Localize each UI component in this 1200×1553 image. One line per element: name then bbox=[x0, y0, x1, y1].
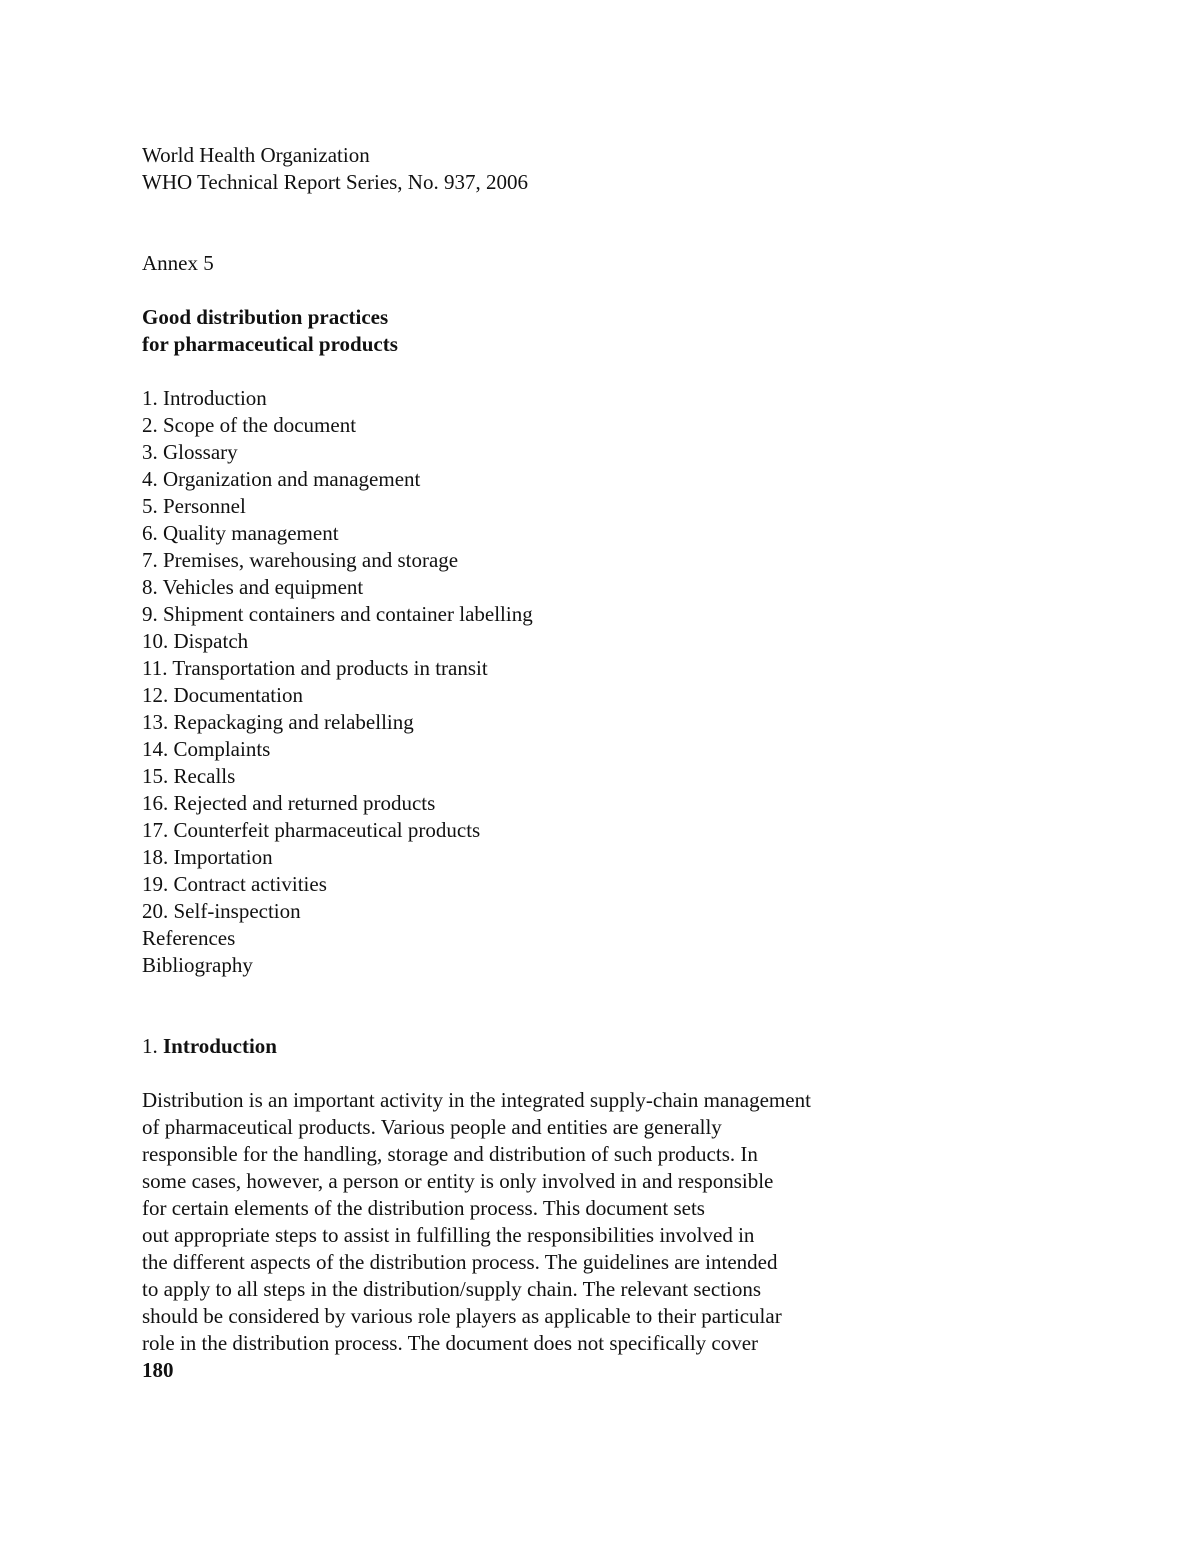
toc-item: 3. Glossary bbox=[142, 440, 238, 464]
toc-item: 17. Counterfeit pharmaceutical products bbox=[142, 818, 481, 842]
document-title bbox=[142, 304, 922, 358]
toc-item: 2. Scope of the document bbox=[142, 413, 357, 437]
toc-item: 14. Complaints bbox=[142, 737, 271, 761]
document-page bbox=[142, 142, 922, 1384]
table-of-contents bbox=[142, 385, 922, 979]
body-line: some cases, however, a person or entity is only involved in and responsible bbox=[142, 1169, 774, 1193]
toc-item: 12. Documentation bbox=[142, 683, 303, 707]
toc-item: 6. Quality management bbox=[142, 521, 339, 545]
document-header bbox=[142, 142, 922, 196]
report-series: WHO Technical Report Series, No. 937, 2006 bbox=[142, 170, 528, 194]
title-line-1: Good distribution practices bbox=[142, 305, 389, 329]
toc-item: 13. Repackaging and relabelling bbox=[142, 710, 414, 734]
toc-item: 19. Contract activities bbox=[142, 872, 327, 896]
body-line: should be considered by various role players as applicable to their particular bbox=[142, 1304, 782, 1328]
toc-item: 11. Transportation and products in transit bbox=[142, 656, 488, 680]
body-line: of pharmaceutical products. Various people and entities are generally bbox=[142, 1115, 722, 1139]
toc-item: Bibliography bbox=[142, 953, 253, 977]
toc-item: 16. Rejected and returned products bbox=[142, 791, 436, 815]
toc-item: 15. Recalls bbox=[142, 764, 236, 788]
body-line: Distribution is an important activity in the integrated supply-chain management bbox=[142, 1088, 811, 1112]
toc-item: 1. Introduction bbox=[142, 386, 267, 410]
organization-name: World Health Organization bbox=[142, 143, 370, 167]
toc-item: 18. Importation bbox=[142, 845, 273, 869]
annex-label: Annex 5 bbox=[142, 251, 214, 275]
body-line: the different aspects of the distribution process. The guidelines are intended bbox=[142, 1250, 778, 1274]
toc-item: 4. Organization and management bbox=[142, 467, 421, 491]
annex-label-block bbox=[142, 250, 922, 277]
body-line: out appropriate steps to assist in fulfilling the responsibilities involved in bbox=[142, 1223, 755, 1247]
toc-item: 20. Self-inspection bbox=[142, 899, 301, 923]
page-number: 180 bbox=[142, 1358, 174, 1382]
toc-item: 9. Shipment containers and container labelling bbox=[142, 602, 533, 626]
body-line: responsible for the handling, storage and distribution of such products. In bbox=[142, 1142, 758, 1166]
toc-item: 10. Dispatch bbox=[142, 629, 249, 653]
section-heading bbox=[142, 1033, 922, 1060]
toc-item: References bbox=[142, 926, 236, 950]
toc-item: 7. Premises, warehousing and storage bbox=[142, 548, 459, 572]
section-title: Introduction bbox=[163, 1034, 277, 1058]
toc-item: 5. Personnel bbox=[142, 494, 246, 518]
title-line-2: for pharmaceutical products bbox=[142, 332, 398, 356]
body-paragraph bbox=[142, 1087, 922, 1357]
toc-item: 8. Vehicles and equipment bbox=[142, 575, 364, 599]
body-line: role in the distribution process. The document does not specifically cover bbox=[142, 1331, 759, 1355]
section-number: 1. bbox=[142, 1034, 158, 1058]
body-line: to apply to all steps in the distribution/supply chain. The relevant sections bbox=[142, 1277, 762, 1301]
body-line: for certain elements of the distribution process. This document sets bbox=[142, 1196, 705, 1220]
